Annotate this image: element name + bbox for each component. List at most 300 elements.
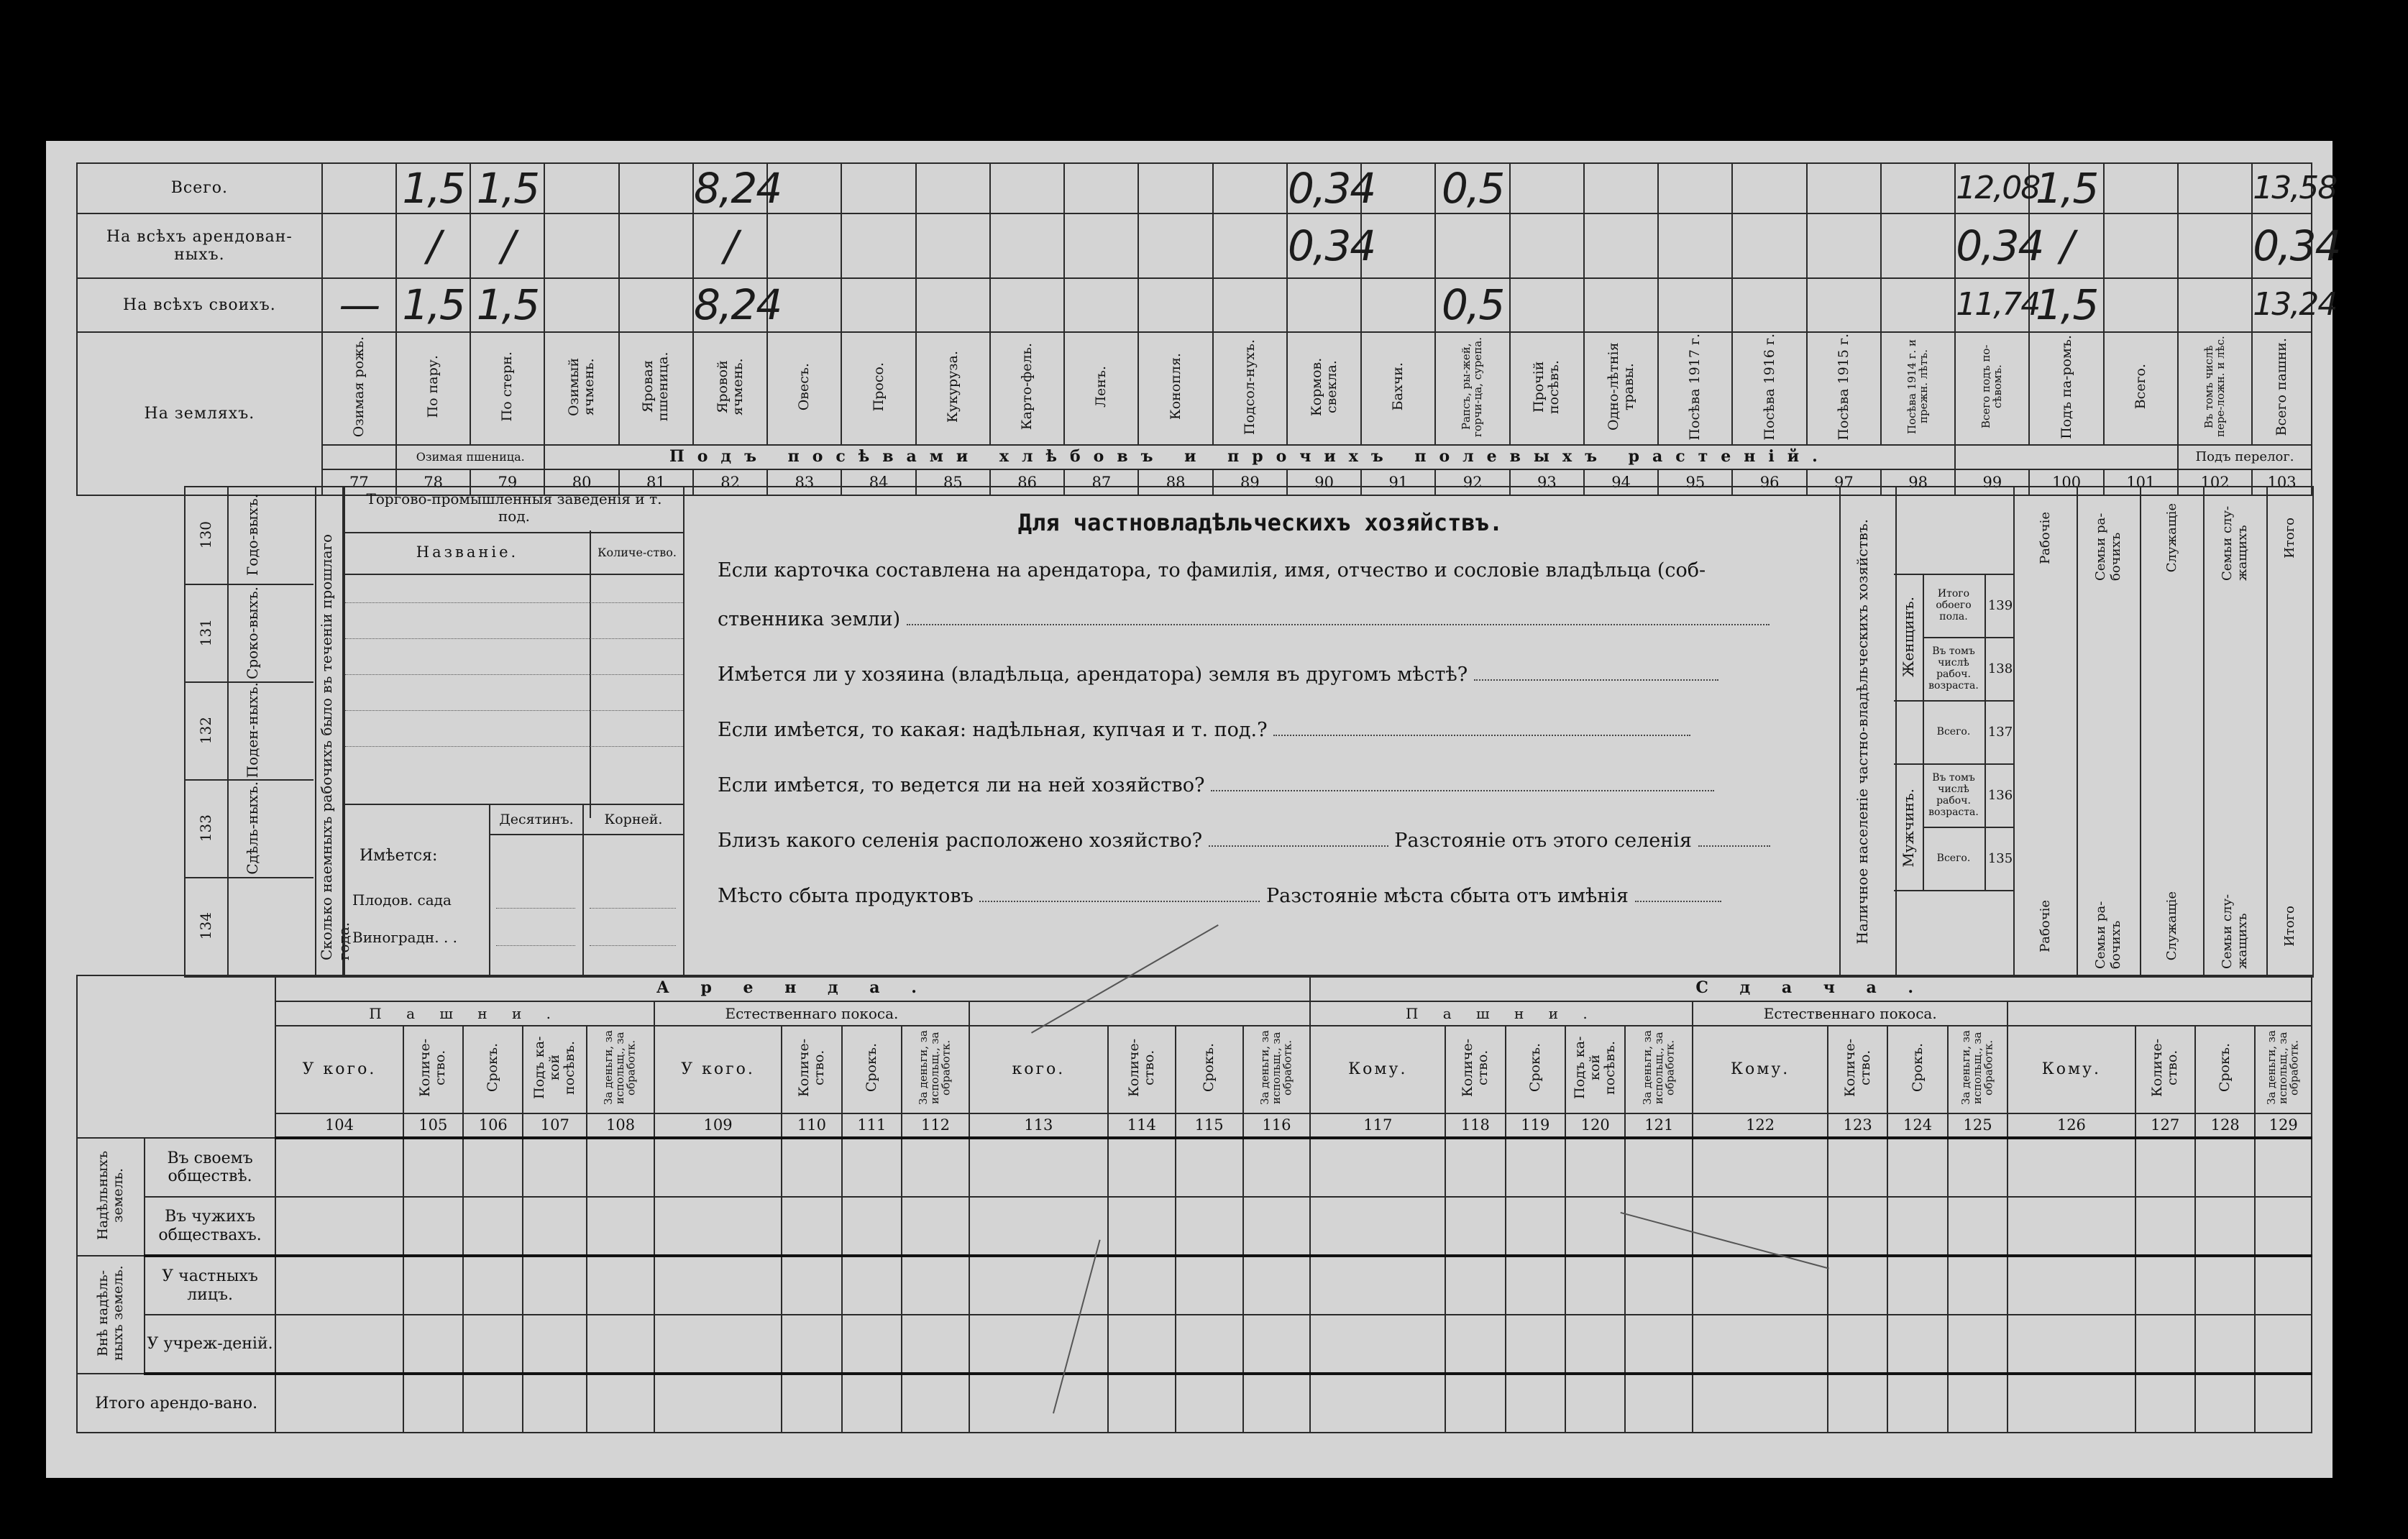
- column-number-79: 79: [470, 469, 544, 495]
- lease-cell-2-110[interactable]: [782, 1256, 841, 1315]
- lease-column-number-116: 116: [1243, 1113, 1311, 1138]
- lease-cell-3-123[interactable]: [1828, 1315, 1887, 1374]
- lease-cell-1-119[interactable]: [1506, 1197, 1565, 1256]
- lease-cell-1-107[interactable]: [523, 1197, 587, 1256]
- lease-cell-3-122[interactable]: [1693, 1315, 1828, 1374]
- lease-cell-1-108[interactable]: [587, 1197, 654, 1256]
- cell-svoih-95[interactable]: [1658, 278, 1732, 332]
- question-market-distance: Разстояніе мѣста сбыта отъ имѣнія: [1266, 885, 1629, 907]
- cell-vsego-87[interactable]: [1064, 163, 1138, 213]
- cell-vsego-103[interactable]: [2252, 163, 2337, 213]
- lease-cell-4-127[interactable]: [2135, 1374, 2195, 1433]
- lease-cell-0-122[interactable]: [1693, 1138, 1828, 1197]
- lease-cell-2-123[interactable]: [1828, 1256, 1887, 1315]
- column-number-100: 100: [2029, 469, 2103, 495]
- cell-vsego-93[interactable]: [1510, 163, 1584, 213]
- column-header-92: [1435, 332, 1509, 445]
- lease-column-number-117: 117: [1310, 1113, 1445, 1138]
- lease-cell-1-117[interactable]: [1310, 1197, 1445, 1256]
- lease-cell-3-105[interactable]: [403, 1315, 463, 1374]
- column-header-94: [1584, 332, 1658, 445]
- lease-cell-2-107[interactable]: [523, 1256, 587, 1315]
- lease-cell-4-107[interactable]: [523, 1374, 587, 1433]
- lease-cell-4-106[interactable]: [463, 1374, 523, 1433]
- lease-column-number-106: 106: [463, 1113, 523, 1138]
- lease-header-text: За деньги, за испольщ., за обработк.: [1959, 1030, 1995, 1106]
- lease-cell-2-122[interactable]: [1693, 1256, 1828, 1315]
- crop-table: [76, 162, 2340, 496]
- column-header-text: Подсол-нухъ.: [1241, 339, 1258, 435]
- cell-vsego-92[interactable]: [1435, 163, 1509, 213]
- lease-cell-3-129[interactable]: [2255, 1315, 2312, 1374]
- lease-header-text: кого.: [1012, 1060, 1066, 1079]
- lease-header-text: Срокъ.: [485, 1043, 501, 1093]
- cell-vsego-100[interactable]: [2029, 163, 2103, 213]
- cell-arend-88[interactable]: [1138, 213, 1212, 278]
- lease-cell-3-125[interactable]: [1948, 1315, 2008, 1374]
- cell-arend-97[interactable]: [1807, 213, 1881, 278]
- lease-cell-1-121[interactable]: [1625, 1197, 1693, 1256]
- lease-cell-0-118[interactable]: [1445, 1138, 1505, 1197]
- lease-cell-0-111[interactable]: [842, 1138, 902, 1197]
- lease-cell-2-120[interactable]: [1565, 1256, 1625, 1315]
- lease-cell-1-124[interactable]: [1887, 1197, 1947, 1256]
- lease-cell-0-107[interactable]: [523, 1138, 587, 1197]
- lease-column-number-129: 129: [2255, 1113, 2312, 1138]
- cell-arend-102[interactable]: [2178, 213, 2252, 278]
- lease-header-118: [1445, 1026, 1505, 1113]
- lease-cell-3-108[interactable]: [587, 1315, 654, 1374]
- lease-cell-2-125[interactable]: [1948, 1256, 2008, 1315]
- lease-cell-4-113[interactable]: [969, 1374, 1108, 1433]
- lease-cell-0-119[interactable]: [1506, 1138, 1565, 1197]
- lease-cell-4-117[interactable]: [1310, 1374, 1445, 1433]
- handwritten-value: /: [501, 221, 514, 270]
- lease-cell-4-124[interactable]: [1887, 1374, 1947, 1433]
- cell-svoih-81[interactable]: [619, 278, 693, 332]
- lease-cell-3-104[interactable]: [275, 1315, 403, 1374]
- handwritten-value: 13,24: [2253, 286, 2337, 323]
- lease-cell-3-109[interactable]: [654, 1315, 782, 1374]
- cell-vsego-85[interactable]: [916, 163, 990, 213]
- lease-cell-1-122[interactable]: [1693, 1197, 1828, 1256]
- lease-column-number-114: 114: [1108, 1113, 1176, 1138]
- lease-cell-3-120[interactable]: [1565, 1315, 1625, 1374]
- column-number-78: 78: [396, 469, 470, 495]
- cell-svoih-96[interactable]: [1732, 278, 1806, 332]
- cell-arend-94[interactable]: [1584, 213, 1658, 278]
- cell-svoih-102[interactable]: [2178, 278, 2252, 332]
- column-header-text: Всего пашни.: [2274, 337, 2290, 436]
- lease-cell-0-113[interactable]: [969, 1138, 1108, 1197]
- lease-header-text: Количе-ство.: [2149, 1038, 2181, 1098]
- private-households-title: Для частновладѣльческихъ хозяйствъ.: [1017, 509, 1503, 536]
- lease-cell-2-117[interactable]: [1310, 1256, 1445, 1315]
- column-header-103: [2252, 332, 2312, 445]
- cell-vsego-81[interactable]: [619, 163, 693, 213]
- row-label-vsego: Всего.: [77, 163, 322, 213]
- cell-svoih-85[interactable]: [916, 278, 990, 332]
- lease-cell-2-115[interactable]: [1176, 1256, 1243, 1315]
- lease-cell-0-109[interactable]: [654, 1138, 782, 1197]
- question-land-type: Если имѣется, то какая: надѣльная, купчая и т. под.?: [718, 719, 1268, 741]
- lease-cell-3-116[interactable]: [1243, 1315, 1311, 1374]
- lease-cell-3-110[interactable]: [782, 1315, 841, 1374]
- column-number-101: 101: [2104, 469, 2178, 495]
- column-header-78: [396, 332, 470, 445]
- column-header-text: Озимый ячмень.: [566, 357, 598, 416]
- lease-cell-4-121[interactable]: [1625, 1374, 1693, 1433]
- cell-svoih-80[interactable]: [544, 278, 618, 332]
- group-perelog: Подъ перелог.: [2178, 445, 2312, 469]
- lease-cell-0-104[interactable]: [275, 1138, 403, 1197]
- lease-cell-3-118[interactable]: [1445, 1315, 1505, 1374]
- cell-arend-95[interactable]: [1658, 213, 1732, 278]
- lease-cell-1-105[interactable]: [403, 1197, 463, 1256]
- lease-cell-0-115[interactable]: [1176, 1138, 1243, 1197]
- cell-vsego-82[interactable]: [693, 163, 782, 213]
- staff-column-label: Рабочіе: [2037, 899, 2053, 952]
- cell-svoih-78[interactable]: [396, 278, 470, 332]
- lease-cell-2-119[interactable]: [1506, 1256, 1565, 1315]
- cell-svoih-84[interactable]: [841, 278, 915, 332]
- question-other-land: Имѣется ли у хозяина (владѣльца, арендатора) земля въ другомъ мѣстѣ?: [718, 663, 1468, 686]
- lease-header-text: Количе-ство.: [1125, 1038, 1157, 1098]
- lease-cell-3-113[interactable]: [969, 1315, 1108, 1374]
- lease-cell-4-118[interactable]: [1445, 1374, 1505, 1433]
- lease-cell-0-121[interactable]: [1625, 1138, 1693, 1197]
- lease-cell-3-112[interactable]: [902, 1315, 969, 1374]
- column-header-89: [1213, 332, 1287, 445]
- lease-cell-1-112[interactable]: [902, 1197, 969, 1256]
- staff-column-3: [2203, 486, 2268, 978]
- lease-cell-4-112[interactable]: [902, 1374, 969, 1433]
- column-header-79: [470, 332, 544, 445]
- cell-arend-82[interactable]: [693, 213, 767, 278]
- cell-arend-101[interactable]: [2104, 213, 2178, 278]
- lease-header-125: [1948, 1026, 2008, 1113]
- cell-vsego-102[interactable]: [2178, 163, 2252, 213]
- lease-cell-2-111[interactable]: [842, 1256, 902, 1315]
- column-header-83: [767, 332, 841, 445]
- population-row-138: [1923, 637, 2013, 702]
- cell-vsego-97[interactable]: [1807, 163, 1881, 213]
- lease-cell-4-126[interactable]: [2008, 1374, 2135, 1433]
- cell-vsego-95[interactable]: [1658, 163, 1732, 213]
- column-header-text: Всего подъ по-сѣвомъ.: [1979, 344, 2004, 429]
- population-label: Наличное населеніе частно-владѣльческихъ хозяйствъ.: [1854, 519, 1871, 945]
- cell-arend-77[interactable]: [322, 213, 396, 278]
- lease-cell-4-128[interactable]: [2195, 1374, 2255, 1433]
- cell-vsego-90[interactable]: [1287, 163, 1375, 213]
- lease-cell-0-114[interactable]: [1108, 1138, 1176, 1197]
- cell-arend-87[interactable]: [1064, 213, 1138, 278]
- cell-arend-83[interactable]: [767, 213, 841, 278]
- column-number-92: 92: [1435, 469, 1509, 495]
- lease-cell-2-109[interactable]: [654, 1256, 782, 1315]
- lease-cell-4-125[interactable]: [1948, 1374, 2008, 1433]
- lease-header-108: [587, 1026, 654, 1113]
- cell-arend-93[interactable]: [1510, 213, 1584, 278]
- population-row-number: 137: [1984, 700, 2015, 763]
- lease-cell-3-106[interactable]: [463, 1315, 523, 1374]
- lease-cell-3-127[interactable]: [2135, 1315, 2195, 1374]
- handwritten-value: 1,5: [2035, 163, 2098, 213]
- population-row-number: 138: [1984, 637, 2015, 700]
- lease-cell-0-112[interactable]: [902, 1138, 969, 1197]
- lease-cell-4-110[interactable]: [782, 1374, 841, 1433]
- lease-cell-0-117[interactable]: [1310, 1138, 1445, 1197]
- lease-header-112: [902, 1026, 969, 1113]
- lease-cell-3-111[interactable]: [842, 1315, 902, 1374]
- cell-arend-84[interactable]: [841, 213, 915, 278]
- cell-arend-78[interactable]: [396, 213, 470, 278]
- cell-arend-90[interactable]: [1287, 213, 1375, 278]
- population-row-number: 139: [1984, 574, 2015, 637]
- lease-cell-1-127[interactable]: [2135, 1197, 2195, 1256]
- lease-cell-4-114[interactable]: [1108, 1374, 1176, 1433]
- cell-vsego-78[interactable]: [396, 163, 470, 213]
- lease-cell-3-115[interactable]: [1176, 1315, 1243, 1374]
- column-header-text: Кукуруза.: [944, 350, 961, 423]
- cell-vsego-94[interactable]: [1584, 163, 1658, 213]
- lease-corner: [77, 975, 275, 1138]
- lease-cell-0-124[interactable]: [1887, 1138, 1947, 1197]
- lease-cell-2-129[interactable]: [2255, 1256, 2312, 1315]
- lease-cell-1-128[interactable]: [2195, 1197, 2255, 1256]
- lease-cell-1-104[interactable]: [275, 1197, 403, 1256]
- column-number-82: 82: [693, 469, 767, 495]
- cell-svoih-100[interactable]: [2029, 278, 2103, 332]
- lease-cell-1-118[interactable]: [1445, 1197, 1505, 1256]
- lease-cell-0-120[interactable]: [1565, 1138, 1625, 1197]
- handwritten-value: /: [723, 221, 737, 270]
- lease-cell-3-124[interactable]: [1887, 1315, 1947, 1374]
- lease-cell-1-114[interactable]: [1108, 1197, 1176, 1256]
- lease-cell-2-104[interactable]: [275, 1256, 403, 1315]
- cell-vsego-77[interactable]: [322, 163, 396, 213]
- column-header-text: Яровая пшеница.: [640, 352, 672, 422]
- lease-cell-2-127[interactable]: [2135, 1256, 2195, 1315]
- column-header-77: [322, 332, 396, 445]
- lease-header-109: [654, 1026, 782, 1113]
- cell-svoih-93[interactable]: [1510, 278, 1584, 332]
- lease-cell-4-115[interactable]: [1176, 1374, 1243, 1433]
- lease-cell-0-105[interactable]: [403, 1138, 463, 1197]
- lease-cell-3-126[interactable]: [2008, 1315, 2135, 1374]
- lease-cell-2-118[interactable]: [1445, 1256, 1505, 1315]
- lease-cell-4-109[interactable]: [654, 1374, 782, 1433]
- cell-svoih-88[interactable]: [1138, 278, 1212, 332]
- cell-arend-89[interactable]: [1213, 213, 1287, 278]
- handwritten-value: —: [339, 280, 380, 330]
- lease-cell-1-126[interactable]: [2008, 1197, 2135, 1256]
- cell-svoih-99[interactable]: [1955, 278, 2040, 332]
- lease-cell-4-104[interactable]: [275, 1374, 403, 1433]
- lease-cell-4-120[interactable]: [1565, 1374, 1625, 1433]
- lease-cell-4-129[interactable]: [2255, 1374, 2312, 1433]
- lease-cell-1-125[interactable]: [1948, 1197, 2008, 1256]
- lease-cell-2-126[interactable]: [2008, 1256, 2135, 1315]
- cell-svoih-79[interactable]: [470, 278, 544, 332]
- staff-column-label: Итого: [2281, 905, 2297, 947]
- lease-cell-0-128[interactable]: [2195, 1138, 2255, 1197]
- cell-svoih-77[interactable]: [322, 278, 396, 332]
- lease-cell-0-110[interactable]: [782, 1138, 841, 1197]
- lease-table: [76, 975, 2312, 1433]
- column-number-81: 81: [619, 469, 693, 495]
- lease-cell-3-119[interactable]: [1506, 1315, 1565, 1374]
- cell-svoih-90[interactable]: [1287, 278, 1361, 332]
- lease-cell-1-110[interactable]: [782, 1197, 841, 1256]
- cell-arend-80[interactable]: [544, 213, 618, 278]
- cell-vsego-98[interactable]: [1881, 163, 1955, 213]
- cell-arend-99[interactable]: [1955, 213, 2043, 278]
- lease-column-number-127: 127: [2135, 1113, 2195, 1138]
- lease-header-119: [1506, 1026, 1565, 1113]
- lease-cell-2-108[interactable]: [587, 1256, 654, 1315]
- trade-qty-header: Количе-ство.: [591, 530, 683, 575]
- question-market: Мѣсто сбыта продуктовъ: [718, 885, 974, 907]
- lease-cell-4-119[interactable]: [1506, 1374, 1565, 1433]
- cell-vsego-80[interactable]: [544, 163, 618, 213]
- cell-arend-85[interactable]: [916, 213, 990, 278]
- cell-vsego-96[interactable]: [1732, 163, 1806, 213]
- cell-vsego-101[interactable]: [2104, 163, 2178, 213]
- lease-cell-1-113[interactable]: [969, 1197, 1108, 1256]
- cell-svoih-97[interactable]: [1807, 278, 1881, 332]
- lease-cell-3-117[interactable]: [1310, 1315, 1445, 1374]
- column-header-88: [1138, 332, 1212, 445]
- column-header-text: Карто-фель.: [1019, 343, 1035, 431]
- cell-svoih-103[interactable]: [2252, 278, 2337, 332]
- lease-cell-0-129[interactable]: [2255, 1138, 2312, 1197]
- cell-vsego-79[interactable]: [470, 163, 544, 213]
- cell-arend-92[interactable]: [1435, 213, 1509, 278]
- lease-cell-3-107[interactable]: [523, 1315, 587, 1374]
- lease-cell-2-128[interactable]: [2195, 1256, 2255, 1315]
- column-header-98: [1881, 332, 1955, 445]
- cell-vsego-89[interactable]: [1213, 163, 1287, 213]
- lease-header-text: У кого.: [681, 1060, 755, 1079]
- hired-row-label: Годо-выхъ.: [244, 494, 261, 576]
- cell-arend-81[interactable]: [619, 213, 693, 278]
- lease-cell-0-108[interactable]: [587, 1138, 654, 1197]
- lease-cell-4-108[interactable]: [587, 1374, 654, 1433]
- cell-arend-103[interactable]: [2252, 213, 2340, 278]
- cell-vsego-99[interactable]: [1955, 163, 2040, 213]
- lease-cell-3-114[interactable]: [1108, 1315, 1176, 1374]
- lease-cell-1-115[interactable]: [1176, 1197, 1243, 1256]
- lease-header-text: У кого.: [302, 1060, 377, 1079]
- sdacha-banner: С д а ч а .: [1310, 975, 2312, 1001]
- lease-cell-1-109[interactable]: [654, 1197, 782, 1256]
- staff-column-label: Семьи слу-жащихъ: [2220, 505, 2250, 581]
- cell-svoih-91[interactable]: [1361, 278, 1435, 332]
- lease-cell-0-126[interactable]: [2008, 1138, 2135, 1197]
- cell-arend-98[interactable]: [1881, 213, 1955, 278]
- vineyard-label: Виноградн. . .: [352, 929, 458, 946]
- staff-column-label: Служащіе: [2164, 891, 2179, 961]
- column-header-text: По пару.: [425, 355, 441, 418]
- lease-column-number-119: 119: [1506, 1113, 1565, 1138]
- lease-cell-2-124[interactable]: [1887, 1256, 1947, 1315]
- lease-cell-0-123[interactable]: [1828, 1138, 1887, 1197]
- cell-arend-96[interactable]: [1732, 213, 1806, 278]
- lease-cell-1-116[interactable]: [1243, 1197, 1311, 1256]
- column-header-text: Посѣва 1915 г.: [1835, 333, 1851, 441]
- column-header-91: [1361, 332, 1435, 445]
- column-header-text: Рапсъ, ры-жей, горчи-ца, сурепа.: [1460, 336, 1485, 437]
- lease-header-128: [2195, 1026, 2255, 1113]
- cell-vsego-88[interactable]: [1138, 163, 1212, 213]
- lease-header-124: [1887, 1026, 1947, 1113]
- handwritten-value: /: [426, 221, 440, 270]
- lease-cell-0-106[interactable]: [463, 1138, 523, 1197]
- cell-svoih-89[interactable]: [1213, 278, 1287, 332]
- cell-svoih-92[interactable]: [1435, 278, 1509, 332]
- column-number-85: 85: [916, 469, 990, 495]
- desyatin-header: Десятинъ.: [490, 805, 582, 835]
- lease-column-number-109: 109: [654, 1113, 782, 1138]
- lease-cell-0-125[interactable]: [1948, 1138, 2008, 1197]
- lease-cell-0-127[interactable]: [2135, 1138, 2195, 1197]
- staff-column-label: Служащіе: [2164, 502, 2179, 573]
- cell-svoih-98[interactable]: [1881, 278, 1955, 332]
- handwritten-value: 0,5: [1441, 280, 1504, 330]
- cell-arend-86[interactable]: [990, 213, 1064, 278]
- staff-column-1: [2077, 486, 2141, 978]
- lease-cell-1-120[interactable]: [1565, 1197, 1625, 1256]
- lease-cell-1-123[interactable]: [1828, 1197, 1887, 1256]
- staff-column-label: Итого: [2281, 517, 2297, 559]
- lease-cell-1-111[interactable]: [842, 1197, 902, 1256]
- cell-svoih-87[interactable]: [1064, 278, 1138, 332]
- cell-vsego-84[interactable]: [841, 163, 915, 213]
- lease-cell-3-121[interactable]: [1625, 1315, 1693, 1374]
- column-header-text: Посѣва 1917 г.: [1687, 333, 1703, 441]
- lease-cell-0-116[interactable]: [1243, 1138, 1311, 1197]
- lease-header-text: Кому.: [1348, 1060, 1408, 1079]
- lease-cell-2-105[interactable]: [403, 1256, 463, 1315]
- cell-svoih-82[interactable]: [693, 278, 782, 332]
- lease-cell-4-122[interactable]: [1693, 1374, 1828, 1433]
- lease-header-text: За деньги, за испольщ., за обработк.: [1258, 1030, 1294, 1106]
- cell-arend-79[interactable]: [470, 213, 544, 278]
- lease-cell-2-112[interactable]: [902, 1256, 969, 1315]
- lease-cell-4-116[interactable]: [1243, 1374, 1311, 1433]
- handwritten-value: 8,24: [693, 280, 782, 330]
- column-number-84: 84: [841, 469, 915, 495]
- staff-column-0: [2013, 486, 2078, 978]
- column-header-84: [841, 332, 915, 445]
- lease-cell-4-111[interactable]: [842, 1374, 902, 1433]
- lease-cell-3-128[interactable]: [2195, 1315, 2255, 1374]
- cell-vsego-86[interactable]: [990, 163, 1064, 213]
- lease-cell-1-129[interactable]: [2255, 1197, 2312, 1256]
- lease-cell-2-116[interactable]: [1243, 1256, 1311, 1315]
- lease-cell-2-114[interactable]: [1108, 1256, 1176, 1315]
- cell-svoih-86[interactable]: [990, 278, 1064, 332]
- cell-svoih-94[interactable]: [1584, 278, 1658, 332]
- lease-cell-4-123[interactable]: [1828, 1374, 1887, 1433]
- lease-cell-4-105[interactable]: [403, 1374, 463, 1433]
- lease-cell-2-106[interactable]: [463, 1256, 523, 1315]
- cell-svoih-101[interactable]: [2104, 278, 2178, 332]
- column-number-77: 77: [322, 469, 396, 495]
- lease-cell-2-121[interactable]: [1625, 1256, 1693, 1315]
- lease-cell-1-106[interactable]: [463, 1197, 523, 1256]
